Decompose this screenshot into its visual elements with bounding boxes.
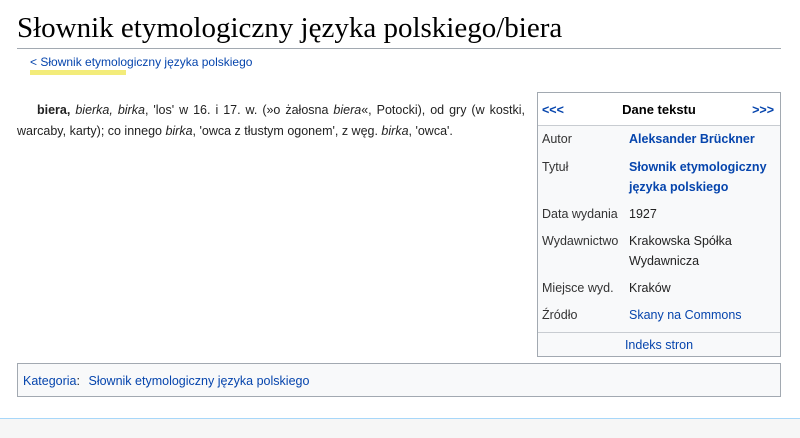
- breadcrumb-label: Słownik etymologiczny języka polskiego: [40, 55, 253, 69]
- entry-text: biera, bierka, birka, 'los' w 16. i 17. w. (»o żałosna biera«, Potocki), od gry (w kostki, warcaby, karty); co innego birka, 'owca z tłustym ogonem', z węg. birka, 'owca'.: [17, 103, 526, 138]
- breadcrumb-link[interactable]: [30, 55, 252, 69]
- infobox-title: Dane tekstu: [622, 102, 696, 117]
- info-label: Autor: [542, 132, 572, 146]
- entry-lead-indent: [17, 103, 37, 117]
- info-label: Tytuł: [542, 160, 569, 174]
- info-value: Kraków: [629, 281, 671, 295]
- infobox-footer: [538, 332, 780, 357]
- category-link[interactable]: Słownik etymologiczny języka polskiego: [88, 374, 310, 388]
- page-title: Słownik etymologiczny języka polskiego/biera: [17, 10, 781, 49]
- previous-text-link[interactable]: <<<: [542, 103, 564, 117]
- breadcrumb-highlight: [30, 70, 126, 75]
- author-link[interactable]: Aleksander Brückner: [629, 132, 755, 146]
- info-value: 1927: [629, 207, 657, 221]
- text-data-infobox: [537, 92, 781, 357]
- info-label: Źródło: [542, 308, 578, 322]
- entry-headword: biera,: [37, 103, 71, 117]
- category-label-link[interactable]: Kategoria: [23, 374, 77, 388]
- info-label: Data wydania: [542, 207, 618, 221]
- work-title-link[interactable]: Słownik etymologiczny języka polskiego: [629, 160, 767, 194]
- breadcrumb-arrow-icon: <: [30, 55, 38, 69]
- entry-birka: birka: [165, 124, 193, 138]
- info-label: Wydawnictwo: [542, 234, 619, 248]
- entry-quote-word: biera: [333, 103, 362, 117]
- category-links: [17, 363, 781, 397]
- breadcrumb[interactable]: [30, 54, 252, 70]
- entry-variants: bierka, birka: [75, 103, 145, 117]
- page-index-link[interactable]: Indeks stron: [624, 338, 694, 352]
- entry-birka-hungarian: birka: [381, 124, 409, 138]
- next-text-link[interactable]: >>>: [752, 103, 774, 117]
- info-label: Miejsce wyd.: [542, 281, 614, 295]
- footer-bar: [0, 418, 800, 438]
- category-separator: :: [76, 374, 80, 388]
- commons-scans-link[interactable]: Skany na Commons: [629, 308, 742, 322]
- infobox-header: [538, 93, 780, 126]
- info-value: Krakowska Spółka Wydawnicza: [629, 234, 732, 268]
